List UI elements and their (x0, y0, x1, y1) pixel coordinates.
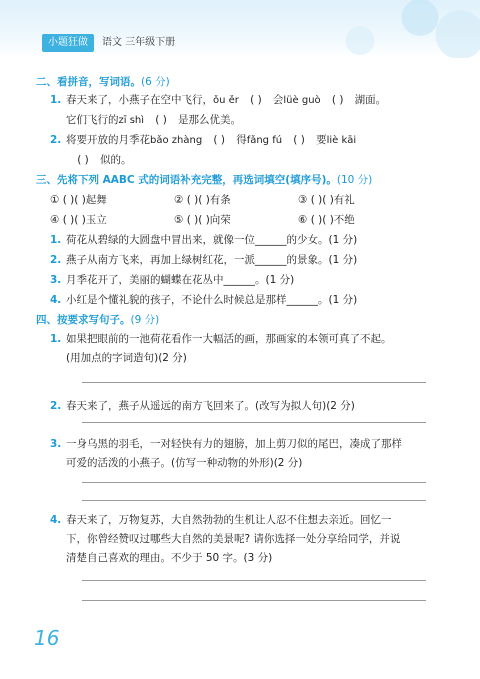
rewrite-question-2: 2. 春天来了，燕子从遥远的南方飞回来了。(改写为拟人句)(2 分) (50, 400, 355, 412)
answer-line[interactable] (82, 382, 426, 383)
section2-question-2: 2. 将要开放的月季花bǎo zhàng ( ) 得fǎng fú ( ) 要liè kāi (50, 134, 357, 146)
fill-item-2: 2. 燕子从南方飞来，再加上绿树红花，一派______的景象。(1 分) (50, 254, 358, 266)
answer-blank[interactable]: ( ) (250, 94, 262, 106)
section2-question-1: 1. 春天来了，小燕子在空中飞行，ǒu ěr ( ) 会lüè guò ( ) 湖面。 (50, 94, 387, 106)
answer-line[interactable] (82, 482, 426, 483)
answer-line[interactable] (82, 422, 426, 423)
word-option: ② ( )( )有条 (174, 194, 231, 206)
rewrite-question-3-line2: 可爱的活泼的小燕子。(仿写一种动物的外形)(2 分) (66, 457, 303, 469)
answer-blank[interactable]: ( ) (331, 94, 344, 106)
fill-item-1: 1. 荷花从碧绿的大圆盘中冒出来，就像一位______的少女。(1 分) (50, 234, 358, 246)
fill-item-3: 3. 月季花开了，美丽的蝴蝶在花丛中______。(1 分) (50, 274, 295, 286)
header-decoration (280, 0, 480, 58)
word-options-row-2 (50, 212, 422, 227)
subject-grade-label: 语文 三年级下册 (102, 37, 176, 48)
section3-title: 三、先将下列 AABC 式的词语补充完整，再选词填空(填序号)。(10 分) (36, 174, 373, 186)
word-option: ⑥ ( )( )不绝 (298, 214, 355, 226)
section2-question-1-line2: 它们飞行的zī shì ( ) 是那么优美。 (66, 114, 242, 126)
answer-line[interactable] (82, 580, 426, 581)
word-option: ④ ( )( )玉立 (50, 214, 107, 226)
section4-title: 四、按要求写句子。(9 分) (36, 314, 160, 326)
series-badge: 小题狂做 (42, 34, 94, 52)
writing-question-4-line2: 下，你曾经赞叹过哪些大自然的美景呢? 请你选择一处分享给同学，并说 (66, 533, 401, 545)
word-option: ③ ( )( )有礼 (298, 194, 355, 206)
answer-line[interactable] (82, 500, 426, 501)
header-band (0, 0, 480, 58)
word-options-row-1 (50, 192, 422, 207)
answer-blank[interactable]: ( ) (155, 114, 167, 126)
answer-blank[interactable]: ( ) (213, 134, 225, 146)
answer-line[interactable] (82, 600, 426, 601)
answer-blank[interactable]: ( ) (293, 134, 305, 146)
rewrite-question-1: 1. 如果把眼前的一池荷花看作一大幅活的画，那画家的本领可真了不起。 (50, 333, 392, 345)
word-option: ① ( )( )起舞 (50, 194, 107, 206)
answer-blank[interactable]: ( ) (77, 154, 89, 166)
writing-question-4: 4. 春天来了，万物复苏，大自然勃勃的生机让人忍不住想去亲近。回忆一 (50, 514, 392, 526)
writing-question-4-line3: 清楚自己喜欢的理由。不少于 50 字。(3 分) (66, 552, 273, 564)
word-option: ⑤ ( )( )向荣 (174, 214, 231, 226)
section2-title: 二、看拼音，写词语。(6 分) (36, 76, 170, 88)
fill-item-4: 4. 小红是个懂礼貌的孩子，不论什么时候总是那样______。(1 分) (50, 294, 358, 306)
rewrite-question-1-line2: (用加点的字词造句)(2 分) (66, 352, 187, 364)
section2-question-2-line2: ( ) 似的。 (66, 152, 132, 168)
page-number: 16 (34, 626, 60, 650)
rewrite-question-3: 3. 一身乌黑的羽毛，一对轻快有力的翅膀，加上剪刀似的尾巴，凑成了那样 (50, 438, 402, 450)
